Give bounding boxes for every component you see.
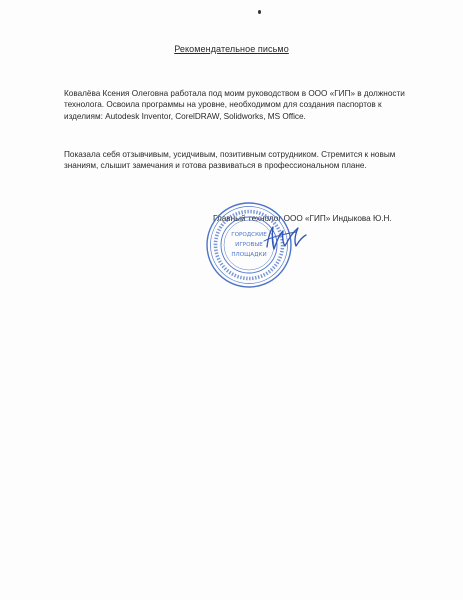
seal-line-3: ПЛОЩАДКИ <box>231 252 267 258</box>
handwritten-signature <box>262 221 308 255</box>
scan-speck <box>258 10 261 14</box>
signature-line: Главный технолог ООО «ГИП» Индыкова Ю.Н. <box>213 214 392 223</box>
seal-line-2: ИГРОВЫЕ <box>235 242 263 248</box>
letter-paragraph-2: Показала себя отзывчивым, усидчивым, позитивным сотрудником. Стремится к новым знаниям, слышит замечания и готова развиваться в профессиональном плане. <box>64 150 396 171</box>
letter-paragraph-1: Ковалёва Ксения Олеговна работала под моим руководством в ООО «ГИП» в должности технолога. Освоила программы на уровне, необходимом для создания паспортов к изделиям: Autodesk Inventor, CorelDRAW, Solidworks, MS Office. <box>64 89 405 121</box>
letter-title: Рекомендательное письмо <box>174 44 289 54</box>
seal-line-1: ГОРОДСКИЕ <box>231 232 267 238</box>
